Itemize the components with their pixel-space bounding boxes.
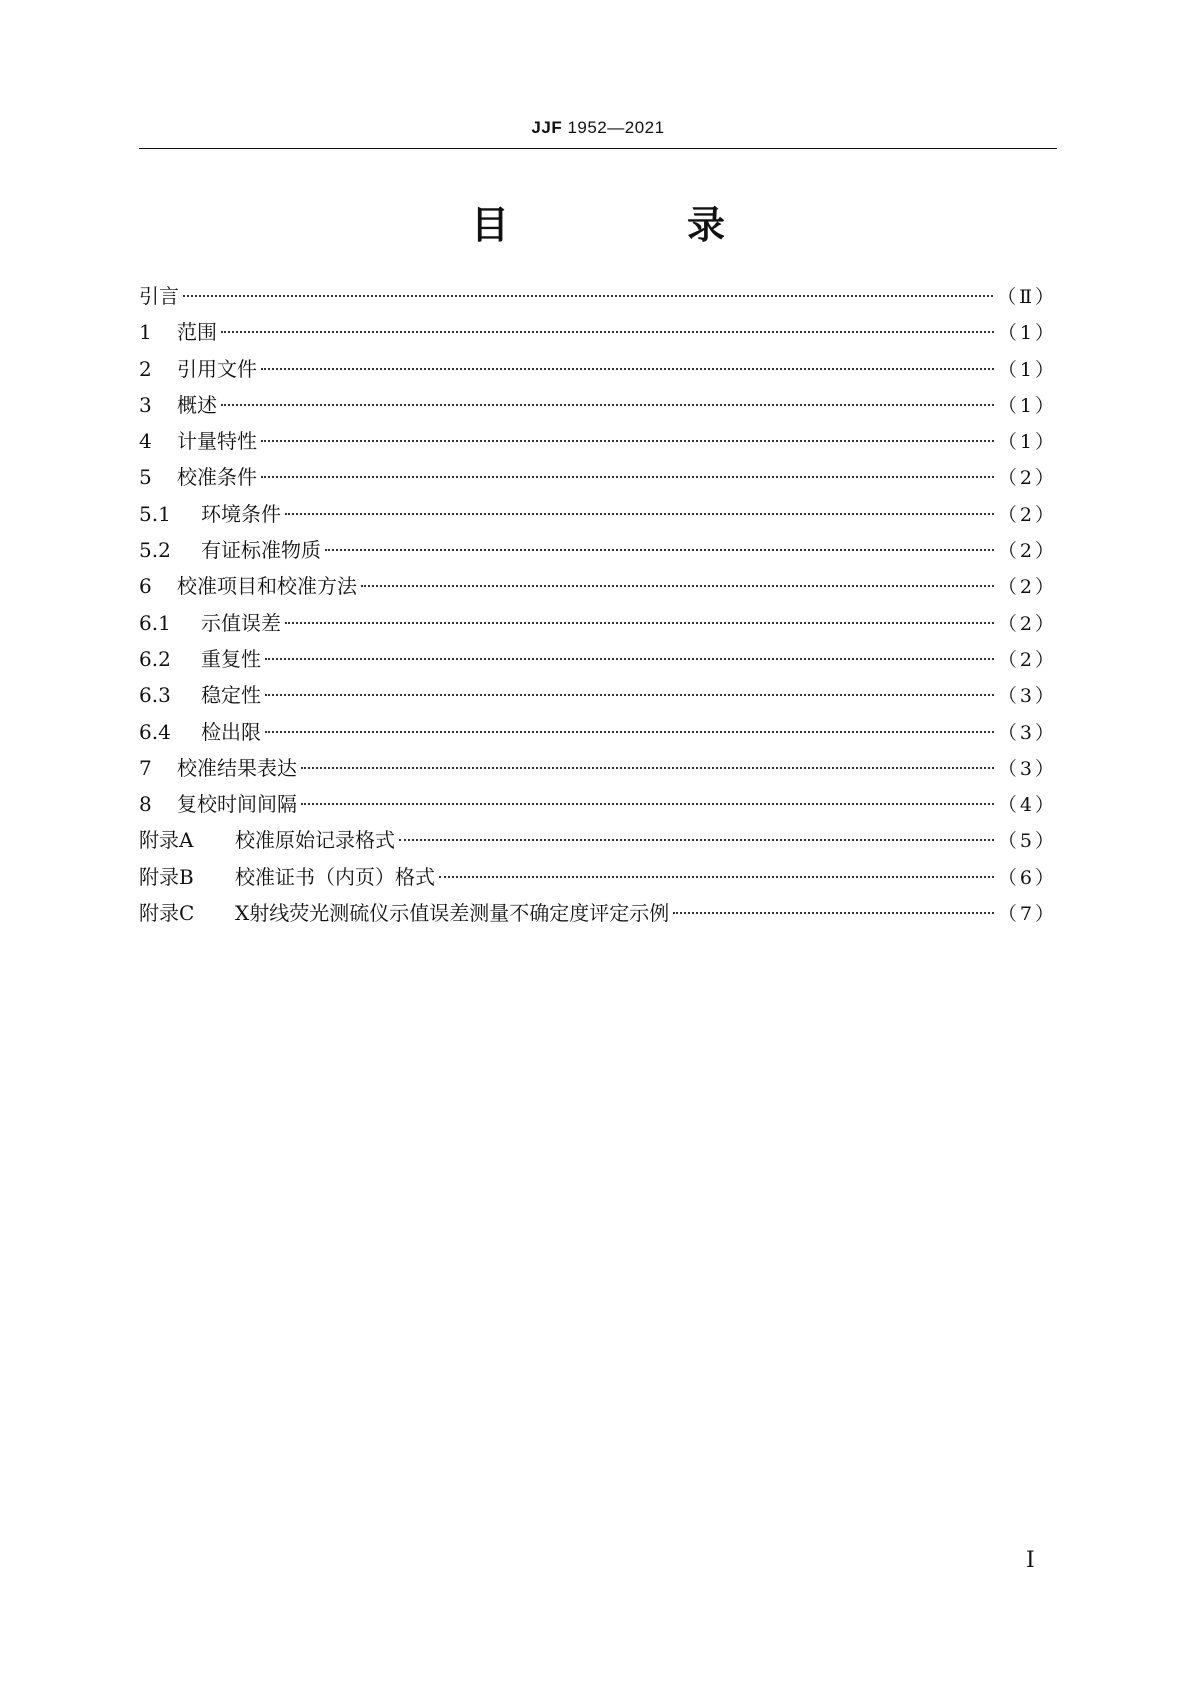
toc-entry-number: 4: [139, 429, 152, 454]
standard-code: JJF: [531, 118, 563, 137]
toc-entry-label: 稳定性: [201, 683, 261, 708]
toc-entry-label: 复校时间间隔: [177, 792, 297, 817]
toc-leader-dots: [325, 549, 994, 551]
toc-leader-dots: [301, 803, 994, 805]
toc-entry-page: （2）: [997, 576, 1057, 599]
toc-entry-page: （3）: [997, 757, 1057, 780]
toc-entry-page: （3）: [997, 721, 1057, 744]
toc-leader-dots: [673, 912, 994, 914]
toc-entry[interactable]: [139, 459, 1057, 495]
toc-entry-label: 校准证书（内页）格式: [235, 864, 435, 889]
toc-entry[interactable]: [139, 714, 1057, 750]
toc-entry-number: 1: [139, 320, 152, 345]
toc-entry-label: 有证标准物质: [201, 538, 321, 563]
toc-entry-label: 检出限: [201, 719, 261, 744]
toc-leader-dots: [285, 513, 994, 515]
toc-entry-label: 校准结果表达: [177, 755, 297, 780]
toc-entry[interactable]: [139, 532, 1057, 568]
toc-entry-number: 附录A: [139, 828, 194, 853]
toc-entry-page: （3）: [997, 685, 1057, 708]
toc-entry-label: 环境条件: [201, 501, 281, 526]
toc-entry-page: （1）: [997, 431, 1057, 454]
toc-entry-label: 校准原始记录格式: [235, 828, 395, 853]
page-title: 目 录: [470, 203, 795, 247]
toc-entry-page: （2）: [997, 467, 1057, 490]
standard-number: 1952—2021: [567, 118, 665, 137]
toc-leader-dots: [265, 694, 994, 696]
toc-entry-number: 附录B: [139, 864, 194, 889]
toc-entry[interactable]: [139, 423, 1057, 459]
toc-entry-label: 引用文件: [177, 356, 257, 381]
toc-entry[interactable]: [139, 605, 1057, 641]
toc-entry[interactable]: [139, 496, 1057, 532]
toc-entry[interactable]: [139, 278, 1057, 314]
toc-leader-dots: [301, 767, 994, 769]
toc-entry-page: （2）: [997, 540, 1057, 563]
toc-entry-page: （1）: [997, 322, 1057, 345]
toc-entry[interactable]: [139, 677, 1057, 713]
toc-entry-number: 6.3: [139, 683, 171, 708]
toc-entry-number: 6: [139, 574, 152, 599]
toc-entry-number: 6.2: [139, 646, 171, 671]
toc-leader-dots: [285, 622, 994, 624]
toc-entry-page: （5）: [997, 830, 1057, 853]
toc-leader-dots: [361, 585, 994, 587]
toc-entry-page: （4）: [997, 794, 1057, 817]
toc-entry-page: （2）: [997, 648, 1057, 671]
toc-entry-label: 重复性: [201, 646, 261, 671]
toc-entry-label: X射线荧光测硫仪示值误差测量不确定度评定示例: [235, 901, 670, 926]
toc-entry-number: 7: [139, 755, 152, 780]
toc-entry-number: 3: [139, 392, 152, 417]
page-number: I: [1026, 1548, 1035, 1573]
toc-leader-dots: [439, 876, 994, 878]
toc-leader-dots: [261, 440, 994, 442]
toc-entry-number: 5.1: [139, 501, 171, 526]
toc-entry-label: 计量特性: [177, 429, 257, 454]
toc-leader-dots: [221, 331, 994, 333]
document-header: [139, 118, 1057, 138]
toc-entry-number: 6.1: [139, 610, 171, 635]
header-rule: [139, 148, 1057, 149]
toc-entry-label: 示值误差: [201, 610, 281, 635]
toc-entry-label: 引言: [139, 284, 179, 308]
toc-entry[interactable]: [139, 895, 1057, 931]
toc-entry-label: 范围: [177, 320, 217, 345]
toc-entry-page: （6）: [997, 866, 1057, 889]
toc-entry-page: （Ⅱ）: [997, 286, 1057, 308]
toc-entry[interactable]: [139, 314, 1057, 350]
toc-entry[interactable]: [139, 859, 1057, 895]
toc-entry-number: 8: [139, 792, 152, 817]
toc-leader-dots: [265, 731, 994, 733]
toc-entry[interactable]: [139, 641, 1057, 677]
toc-entry-page: （2）: [997, 612, 1057, 635]
toc-entry[interactable]: [139, 387, 1057, 423]
toc-leader-dots: [261, 476, 994, 478]
toc-leader-dots: [265, 658, 994, 660]
toc-entry[interactable]: [139, 786, 1057, 822]
toc-leader-dots: [261, 368, 994, 370]
toc-entry-page: （7）: [997, 903, 1057, 926]
toc-entry-label: 校准条件: [177, 465, 257, 490]
toc-entry-page: （1）: [997, 358, 1057, 381]
toc-entry[interactable]: [139, 822, 1057, 858]
toc-entry-number: 5: [139, 465, 152, 490]
toc-entry[interactable]: [139, 351, 1057, 387]
toc-leader-dots: [183, 295, 993, 297]
toc-entry-number: 2: [139, 356, 152, 381]
toc-entry-number: 5.2: [139, 538, 171, 563]
toc-leader-dots: [399, 839, 994, 841]
toc-entry-label: 校准项目和校准方法: [177, 574, 357, 599]
toc-entry-label: 概述: [177, 392, 217, 417]
toc-entry[interactable]: [139, 568, 1057, 604]
toc-entry-page: （1）: [997, 394, 1057, 417]
toc-entry-number: 附录C: [139, 901, 195, 926]
table-of-contents: [139, 278, 1057, 931]
toc-entry[interactable]: [139, 750, 1057, 786]
toc-entry-page: （2）: [997, 503, 1057, 526]
toc-leader-dots: [221, 404, 994, 406]
toc-entry-number: 6.4: [139, 719, 171, 744]
